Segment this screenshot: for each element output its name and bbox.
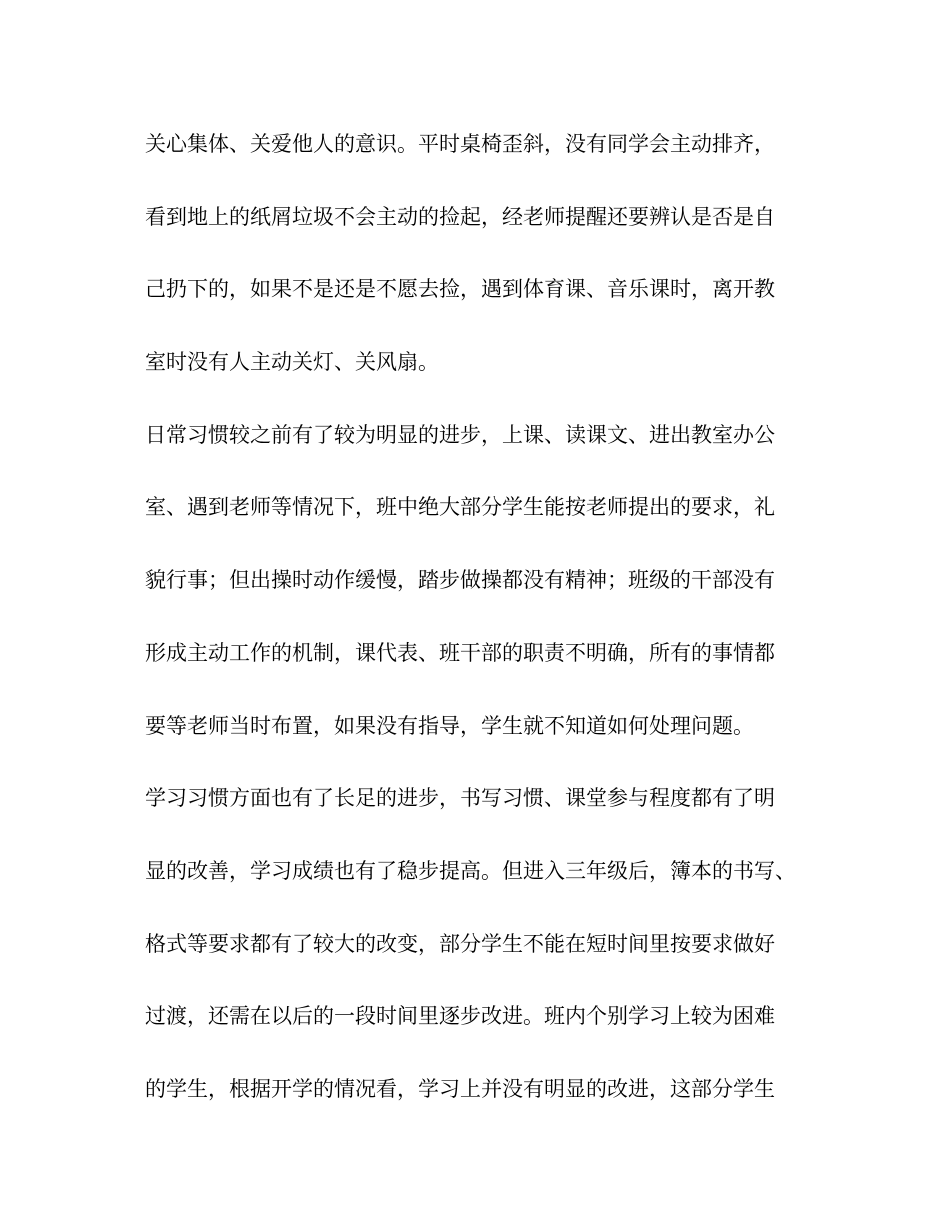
text-line: 看到地上的纸屑垃圾不会主动的捡起，经老师提醒还要辨认是否是自 <box>145 204 775 229</box>
text-line: 过渡，还需在以后的一段时间里逐步改进。班内个别学习上较为困难 <box>145 1004 775 1029</box>
text-line: 己扔下的，如果不是还是不愿去捡，遇到体育课、音乐课时，离开教 <box>145 277 775 302</box>
document-body <box>145 124 845 1142</box>
text-line: 学习习惯方面也有了长足的进步，书写习惯、课堂参与程度都有了明 <box>145 786 775 811</box>
text-line: 貌行事；但出操时动作缓慢，踏步做操都没有精神；班级的干部没有 <box>145 568 775 593</box>
text-line: 室、遇到老师等情况下，班中绝大部分学生能按老师提出的要求，礼 <box>145 495 775 520</box>
text-line: 要等老师当时布置，如果没有指导，学生就不知道如何处理问题。 <box>145 713 754 738</box>
text-line: 关心集体、关爱他人的意识。平时桌椅歪斜，没有同学会主动排齐， <box>145 132 775 156</box>
text-line: 的学生，根据开学的情况看，学习上并没有明显的改进，这部分学生 <box>145 1076 775 1101</box>
text-line: 室时没有人主动关灯、关风扇。 <box>145 350 439 375</box>
text-line: 形成主动工作的机制，课代表、班干部的职责不明确，所有的事情都 <box>145 640 775 665</box>
text-line: 格式等要求都有了较大的改变，部分学生不能在短时间里按要求做好 <box>145 931 775 956</box>
text-line: 日常习惯较之前有了较为明显的进步，上课、读课文、进出教室办公 <box>145 422 775 447</box>
text-line: 显的改善，学习成绩也有了稳步提高。但进入三年级后，簿本的书写、 <box>145 858 796 883</box>
